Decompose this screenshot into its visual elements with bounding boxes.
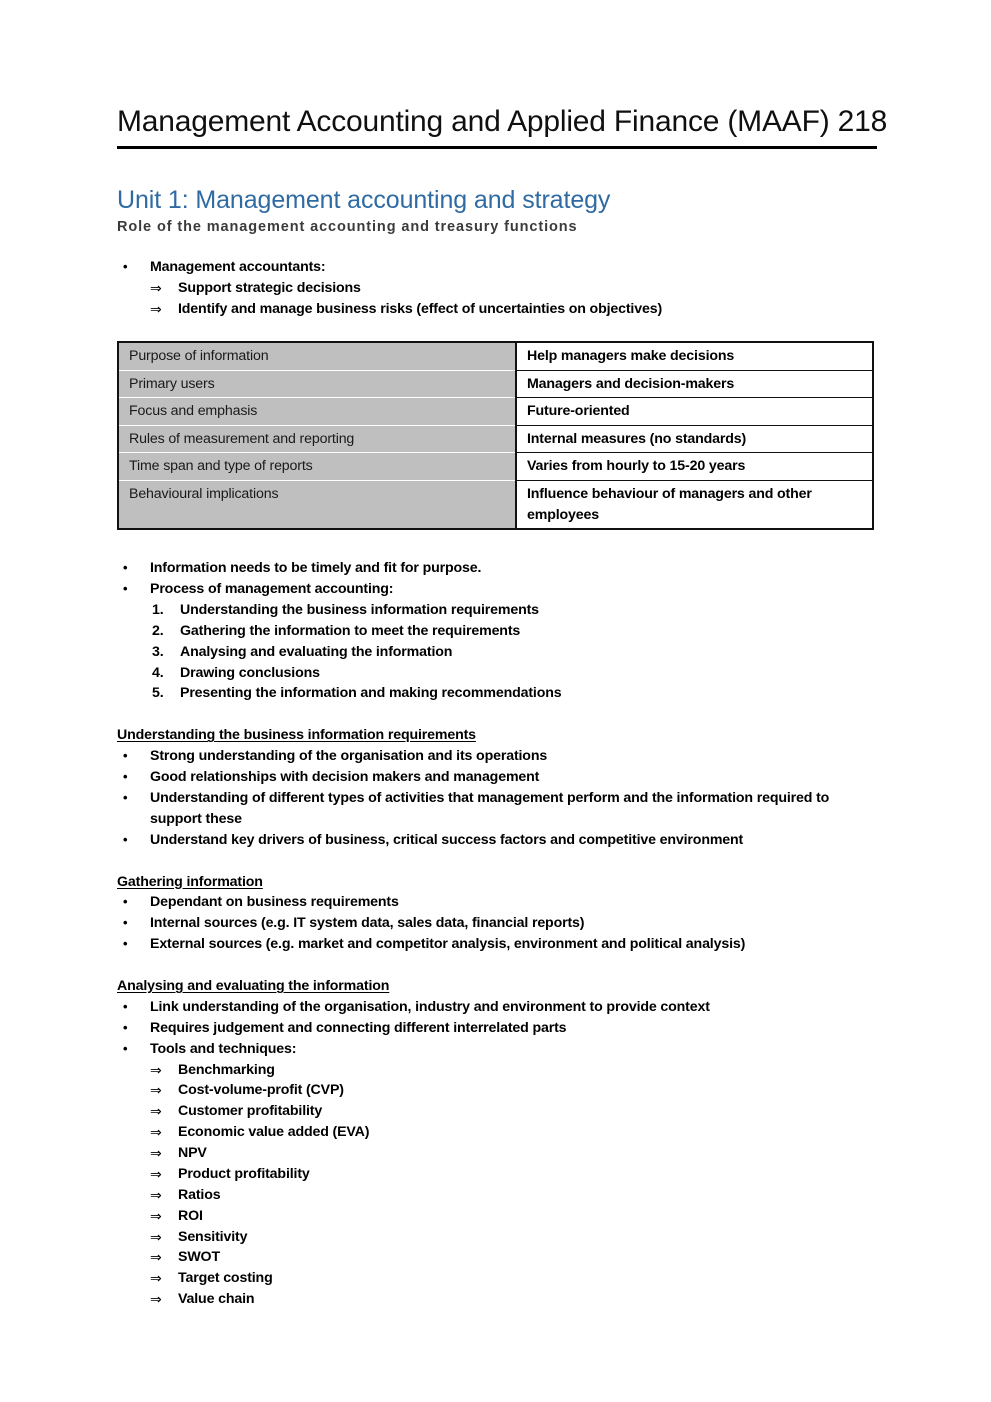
section-subheading: Role of the management accounting and treasury functions: [117, 219, 578, 236]
list-item: [117, 299, 877, 320]
arrow-icon: ⇒: [150, 1207, 162, 1224]
bullet-icon: •: [123, 894, 128, 910]
list-item-label: Ratios: [178, 1186, 221, 1203]
list-item-label: Economic value added (EVA): [178, 1124, 370, 1141]
table-cell-value: Influence behaviour of managers and other employees: [516, 480, 873, 529]
list-item-label: Presenting the information and making recommendations: [180, 685, 562, 702]
bullet-icon: •: [123, 748, 128, 764]
unit-heading: Unit 1: Management accounting and strategy: [117, 186, 611, 214]
list-item-label: Understanding of different types of activities that management perform and the information required to support these: [150, 789, 830, 827]
list-item-label: Link understanding of the organisation, industry and environment to provide context: [150, 998, 710, 1015]
list-item-label: Understanding the business information requirements: [180, 601, 539, 618]
spacer: [117, 530, 877, 551]
list-item: [117, 1227, 877, 1248]
list-item: [117, 1206, 877, 1227]
bullet-icon: •: [123, 769, 128, 785]
list-item: [117, 683, 877, 704]
list-item: [117, 1164, 877, 1185]
list-item-label: Sensitivity: [178, 1228, 248, 1245]
arrow-icon: ⇒: [150, 1103, 162, 1120]
list-item: [117, 1289, 877, 1310]
table-cell-key: Time span and type of reports: [118, 453, 516, 481]
table-cell-value: Varies from hourly to 15-20 years: [516, 453, 873, 481]
table-cell-key: Primary users: [118, 370, 516, 398]
list-item: [117, 579, 877, 600]
list-item-label: Dependant on business requirements: [150, 894, 399, 911]
bullet-icon: •: [123, 831, 128, 847]
arrow-icon: ⇒: [150, 1291, 162, 1308]
arrow-icon: ⇒: [150, 1145, 162, 1162]
spacer: [117, 149, 877, 170]
list-item-label: Good relationships with decision makers and management: [150, 769, 540, 786]
section-bullet-list: [117, 746, 877, 850]
bullet-icon: •: [123, 998, 128, 1014]
list-item-label: Internal sources (e.g. IT system data, sales data, financial reports): [150, 915, 585, 932]
list-item: [117, 1268, 877, 1289]
table-row: [118, 370, 873, 398]
list-number: 3.: [152, 643, 164, 660]
spacer: [117, 551, 877, 558]
process-numbered-list: [117, 600, 877, 704]
spacer: [117, 320, 877, 341]
table-cell-key: Purpose of information: [118, 342, 516, 370]
section-analysing: [117, 976, 877, 1310]
list-item: [117, 1060, 877, 1081]
list-item: [117, 913, 877, 934]
list-number: 5.: [152, 685, 164, 702]
table-cell-value: Managers and decision-makers: [516, 370, 873, 398]
arrow-icon: ⇒: [150, 1249, 162, 1266]
bullet-icon: •: [123, 1040, 128, 1056]
arrow-icon: ⇒: [150, 1228, 162, 1245]
list-item-label: Information needs to be timely and fit for purpose.: [150, 560, 482, 577]
arrow-icon: ⇒: [150, 1270, 162, 1287]
section-bullet-list: [117, 997, 877, 1060]
intro-bullet-list: [117, 257, 877, 320]
list-item-label: Process of management accounting:: [150, 581, 394, 598]
process-bullet-list: [117, 558, 877, 600]
spacer: [117, 851, 877, 872]
list-item-label: NPV: [178, 1145, 207, 1162]
list-item-label: Benchmarking: [178, 1061, 275, 1078]
list-item-label: External sources (e.g. market and competitor analysis, environment and political analysis): [150, 936, 746, 953]
list-item: [117, 1122, 877, 1143]
arrow-icon: ⇒: [150, 1165, 162, 1182]
arrow-icon: ⇒: [150, 1082, 162, 1099]
list-item: [117, 257, 877, 278]
list-item: [117, 1080, 877, 1101]
arrow-icon: ⇒: [150, 1186, 162, 1203]
list-item-label: Requires judgement and connecting different interrelated parts: [150, 1019, 567, 1036]
list-item: [117, 278, 877, 299]
list-item: [117, 830, 877, 851]
list-item-label: Target costing: [178, 1270, 273, 1287]
list-item: [117, 1101, 877, 1122]
list-item-label: Customer profitability: [178, 1103, 323, 1120]
bullet-icon: •: [123, 259, 128, 275]
list-item: [117, 621, 877, 642]
table-cell-value: Future-oriented: [516, 398, 873, 426]
list-item: [117, 997, 877, 1018]
spacer: [117, 704, 877, 725]
list-item: [117, 1018, 877, 1039]
list-item-label: ROI: [178, 1207, 203, 1224]
list-item: [117, 642, 877, 663]
list-item-label: Identify and manage business risks (effect of uncertainties on objectives): [178, 301, 663, 318]
list-item-label: Product profitability: [178, 1165, 310, 1182]
list-item: [117, 1247, 877, 1268]
list-number: 1.: [152, 601, 164, 618]
page-title: Management Accounting and Applied Finance (MAAF) 218: [117, 104, 877, 149]
list-item: [117, 663, 877, 684]
spacer: [117, 170, 877, 185]
page-content: [117, 104, 888, 1310]
tools-and-techniques-list: [117, 1060, 877, 1311]
list-item-label: Gathering the information to meet the requirements: [180, 622, 521, 639]
bullet-icon: •: [123, 789, 128, 805]
list-item: [117, 1039, 877, 1060]
table-cell-key: Focus and emphasis: [118, 398, 516, 426]
list-item: [117, 892, 877, 913]
list-item: [117, 746, 877, 767]
arrow-icon: ⇒: [150, 301, 162, 318]
list-number: 2.: [152, 622, 164, 639]
list-item-label: Strong understanding of the organisation and its operations: [150, 748, 548, 765]
bullet-icon: •: [123, 560, 128, 576]
management-accounting-table: [117, 341, 874, 530]
list-item: [117, 558, 877, 579]
list-item: [117, 1185, 877, 1206]
list-item: [117, 600, 877, 621]
list-item-label: Drawing conclusions: [180, 664, 320, 681]
section-understanding: [117, 725, 877, 850]
table-cell-value: Internal measures (no standards): [516, 425, 873, 453]
table-row: [118, 425, 873, 453]
list-item-label: Understand key drivers of business, critical success factors and competitive environment: [150, 831, 744, 848]
table-row: [118, 398, 873, 426]
list-item-label: SWOT: [178, 1249, 220, 1266]
bullet-icon: •: [123, 936, 128, 952]
arrow-icon: ⇒: [150, 280, 162, 297]
table-cell-value: Help managers make decisions: [516, 342, 873, 370]
list-item: [117, 788, 877, 830]
table-row: [118, 342, 873, 370]
table-row: [118, 453, 873, 481]
list-item-label: Support strategic decisions: [178, 280, 361, 297]
spacer: [117, 236, 877, 257]
list-item-label: Tools and techniques:: [150, 1040, 297, 1057]
list-item: [117, 934, 877, 955]
list-number: 4.: [152, 664, 164, 681]
bullet-icon: •: [123, 581, 128, 597]
table-row: [118, 480, 873, 529]
list-item-label: Value chain: [178, 1291, 255, 1308]
bullet-icon: •: [123, 1019, 128, 1035]
list-item-label: Cost-volume-profit (CVP): [178, 1082, 344, 1099]
spacer: [117, 955, 877, 976]
table-cell-key: Rules of measurement and reporting: [118, 425, 516, 453]
section-heading: Understanding the business information requirements: [117, 727, 476, 744]
table-cell-key: Behavioural implications: [118, 480, 516, 529]
list-item-label: Management accountants:: [150, 259, 326, 276]
section-gathering: [117, 872, 877, 956]
arrow-icon: ⇒: [150, 1061, 162, 1078]
bullet-icon: •: [123, 915, 128, 931]
list-item: [117, 767, 877, 788]
arrow-icon: ⇒: [150, 1124, 162, 1141]
section-heading: Gathering information: [117, 873, 263, 890]
section-bullet-list: [117, 892, 877, 955]
list-item: [117, 1143, 877, 1164]
list-item-label: Analysing and evaluating the information: [180, 643, 453, 660]
section-heading: Analysing and evaluating the information: [117, 978, 390, 995]
